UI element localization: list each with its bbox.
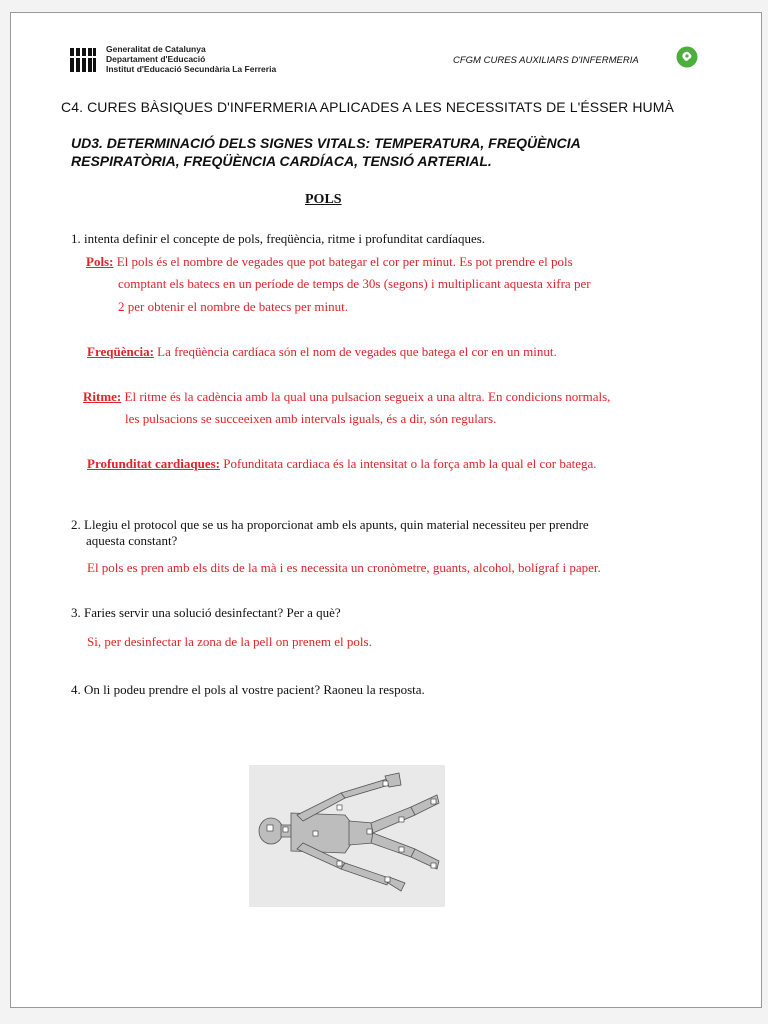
answer-pols-line-3: 2 per obtenir el nombre de batecs per minut. (118, 299, 348, 314)
question-2-line-1: 2. Llegiu el protocol que se us ha proporcionat amb els apunts, quin material necessiteu per prendre (71, 517, 589, 532)
human-body-figure-icon (249, 765, 445, 907)
section-title: POLS (305, 192, 342, 207)
unit-title-line-1: UD3. DETERMINACIÓ DELS SIGNES VITALS: TEMPERATURA, FREQÜÈNCIA (71, 135, 581, 151)
institution-line-3: Institut d'Educació Secundària La Ferreria (106, 64, 277, 74)
ritme-label: Ritme: (83, 389, 122, 404)
generalitat-logo-icon (69, 46, 97, 74)
answer-3: Si, per desinfectar la zona de la pell on prenem el pols. (87, 634, 372, 649)
unit-title (71, 134, 711, 170)
module-title: C4. CURES BÀSIQUES D'INFERMERIA APLICADES A LES NECESSITATS DE L'ÉSSER HUMÀ (61, 99, 674, 115)
ritme-text-1: El ritme és la cadència amb la qual una pulsacion segueix a una altra. En condicions normals, (124, 389, 611, 404)
answer-profunditat (87, 456, 597, 472)
institution-block (106, 44, 276, 74)
pols-text-1: El pols és el nombre de vegades que pot bategar el cor per minut. Es pot prendre el pols (116, 254, 573, 269)
answer-ritme-line-2: les pulsacions se succeeixen amb intervals iguals, és a dir, són regulars. (125, 411, 497, 426)
institution-line-1: Generalitat de Catalunya (106, 44, 206, 54)
frequencia-text: La freqüència cardíaca són el nom de vegades que batega el cor en un minut. (157, 344, 557, 359)
pols-label: Pols: (86, 254, 114, 269)
frequencia-label: Freqüència: (87, 344, 154, 359)
answer-2: El pols es pren amb els dits de la mà i es necessita un cronòmetre, guants, alcohol, bolígraf i paper. (87, 560, 601, 575)
answer-ritme-line-1 (83, 389, 610, 405)
course-title: CFGM CURES AUXILIARS D'INFERMERIA (453, 55, 639, 66)
question-2-line-2: aquesta constant? (86, 533, 178, 548)
question-4: 4. On li podeu prendre el pols al vostre pacient? Raoneu la resposta. (71, 682, 425, 697)
question-1: 1. intenta definir el concepte de pols, freqüència, ritme i profunditat cardíaques. (71, 231, 486, 246)
question-3: 3. Faries servir una solució desinfectant? Per a què? (71, 605, 341, 620)
answer-pols-line-1 (86, 254, 573, 270)
institution-line-2: Departament d'Educació (106, 54, 206, 64)
profunditat-label: Profunditat cardiaques: (87, 456, 221, 471)
answer-pols-line-2: comptant els batecs en un període de temps de 30s (segons) i multiplicant aquesta xifra per (118, 276, 591, 291)
unit-title-line-2: RESPIRATÒRIA, FREQÜÈNCIA CARDÍACA, TENSIÓ ARTERIAL. (71, 153, 492, 169)
document-page (10, 12, 762, 1008)
answer-frequencia (87, 344, 557, 360)
school-badge-icon (676, 46, 698, 68)
profunditat-text: Pofunditata cardiaca és la intensitat o la força amb la qual el cor batega. (223, 456, 597, 471)
